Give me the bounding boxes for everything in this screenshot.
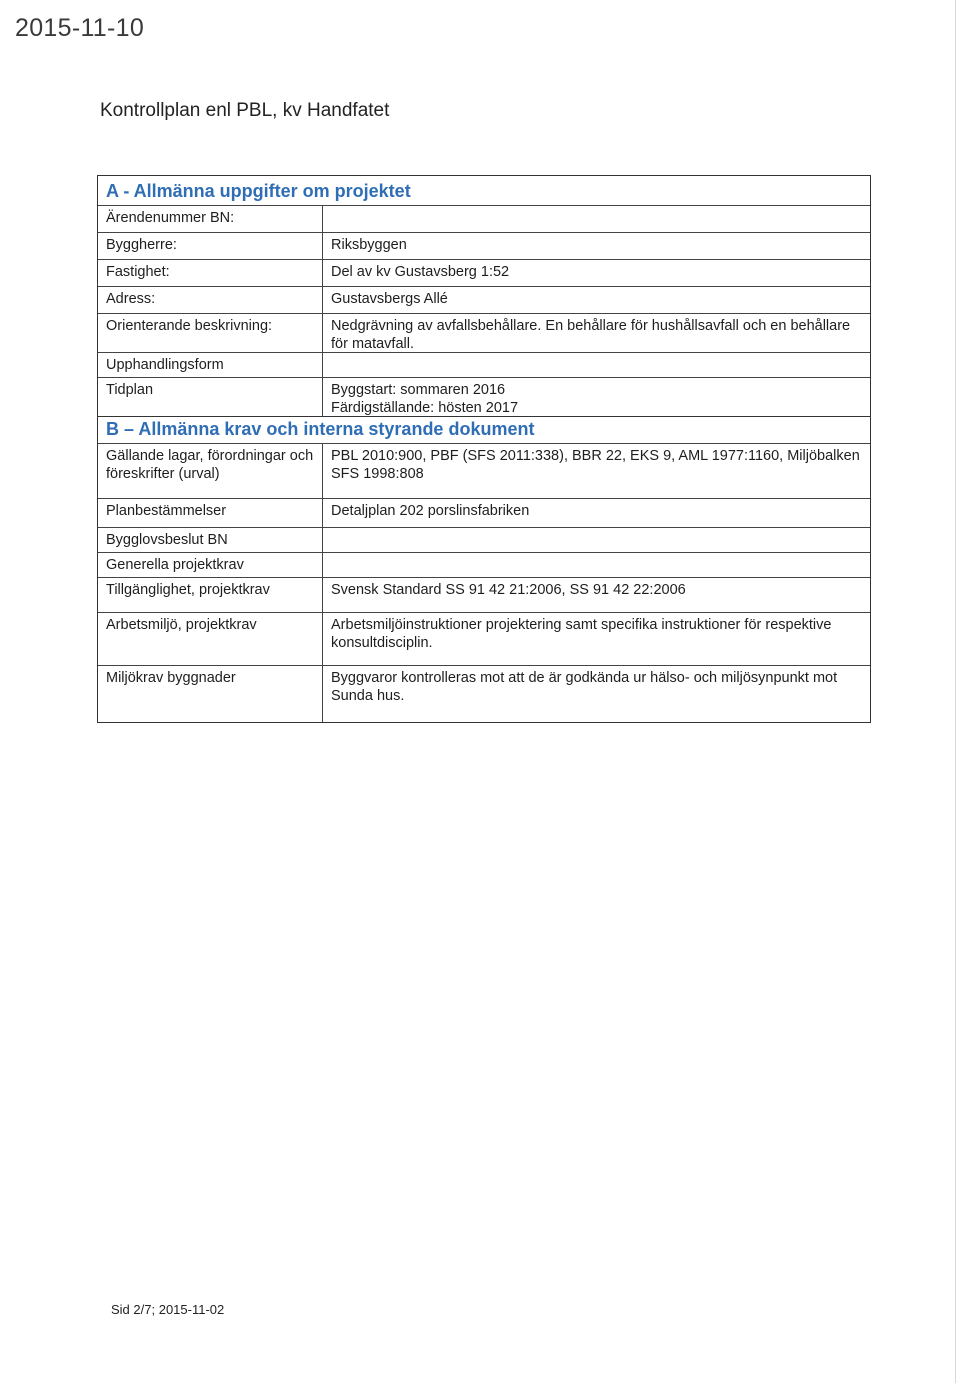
- row-bygglovsbeslut: [98, 527, 870, 552]
- row-value: Nedgrävning av avfallsbehållare. En behållare för hushållsavfall och en behållare för matavfall.: [331, 318, 851, 352]
- row-label: Byggherre:: [98, 233, 323, 259]
- row-value: Byggstart: sommaren 2016 Färdigställande: hösten 2017: [331, 382, 519, 416]
- row-value: Gustavsbergs Allé: [331, 291, 448, 307]
- footer-date: 2015-11-02: [158, 1302, 225, 1317]
- row-value: Riksbyggen: [331, 237, 407, 253]
- row-label: Gällande lagar, förordningar och föreskrifter (urval): [98, 444, 323, 498]
- row-label: Miljökrav byggnader: [98, 666, 323, 722]
- row-value: Byggvaror kontrolleras mot att de är godkända ur hälso- och miljösynpunkt mot Sunda hus.: [331, 670, 838, 704]
- row-label: Adress:: [98, 287, 323, 313]
- row-adress: [98, 286, 870, 313]
- row-orienterande-beskrivning: [98, 313, 870, 352]
- section-a-heading: A - Allmänna uppgifter om projektet: [106, 181, 411, 201]
- row-planbestammelser: [98, 498, 870, 527]
- row-value: Svensk Standard SS 91 42 21:2006, SS 91 42 22:2006: [331, 582, 686, 598]
- row-generella-projektkrav: [98, 552, 870, 577]
- control-plan-table: [97, 175, 871, 723]
- row-label: Generella projektkrav: [98, 553, 323, 577]
- row-value: PBL 2010:900, PBF (SFS 2011:338), BBR 22, EKS 9, AML 1977:1160, Miljöbalken SFS 1998:808: [331, 448, 860, 482]
- row-lagar: [98, 443, 870, 498]
- row-miljokrav: [98, 665, 870, 722]
- row-label: Planbestämmelser: [98, 499, 323, 527]
- row-label: Orienterande beskrivning:: [98, 314, 323, 352]
- row-label: Fastighet:: [98, 260, 323, 286]
- row-byggherre: [98, 232, 870, 259]
- row-value: Del av kv Gustavsberg 1:52: [331, 264, 510, 280]
- row-tillganglighet: [98, 577, 870, 612]
- row-label: Ärendenummer BN:: [98, 206, 323, 232]
- document-title: Kontrollplan enl PBL, kv Handfatet: [100, 100, 390, 121]
- row-fastighet: [98, 259, 870, 286]
- section-b-heading: B – Allmänna krav och interna styrande dokument: [98, 416, 870, 443]
- date-stamp: 2015-11-10: [15, 14, 145, 42]
- row-arbetsmiljo: [98, 612, 870, 665]
- row-value: [323, 553, 870, 577]
- row-value: [323, 206, 870, 232]
- row-label: Tillgänglighet, projektkrav: [98, 578, 323, 612]
- row-value: [323, 528, 870, 552]
- row-tidplan: [98, 377, 870, 416]
- page-footer: [111, 1302, 224, 1317]
- row-upphandlingsform: [98, 352, 870, 377]
- page-edge-line: [955, 0, 956, 1383]
- row-label: Upphandlingsform: [98, 353, 323, 377]
- row-value: [323, 353, 870, 377]
- row-value: Arbetsmiljöinstruktioner projektering samt specifika instruktioner för respektive konsultdisciplin.: [331, 617, 832, 651]
- row-value: Detaljplan 202 porslinsfabriken: [331, 503, 530, 519]
- row-label: Arbetsmiljö, projektkrav: [98, 613, 323, 665]
- footer-page-number: Sid 2/7;: [111, 1302, 156, 1317]
- row-label: Tidplan: [98, 378, 323, 416]
- row-label: Bygglovsbeslut BN: [98, 528, 323, 552]
- row-arendenummer: [98, 205, 870, 232]
